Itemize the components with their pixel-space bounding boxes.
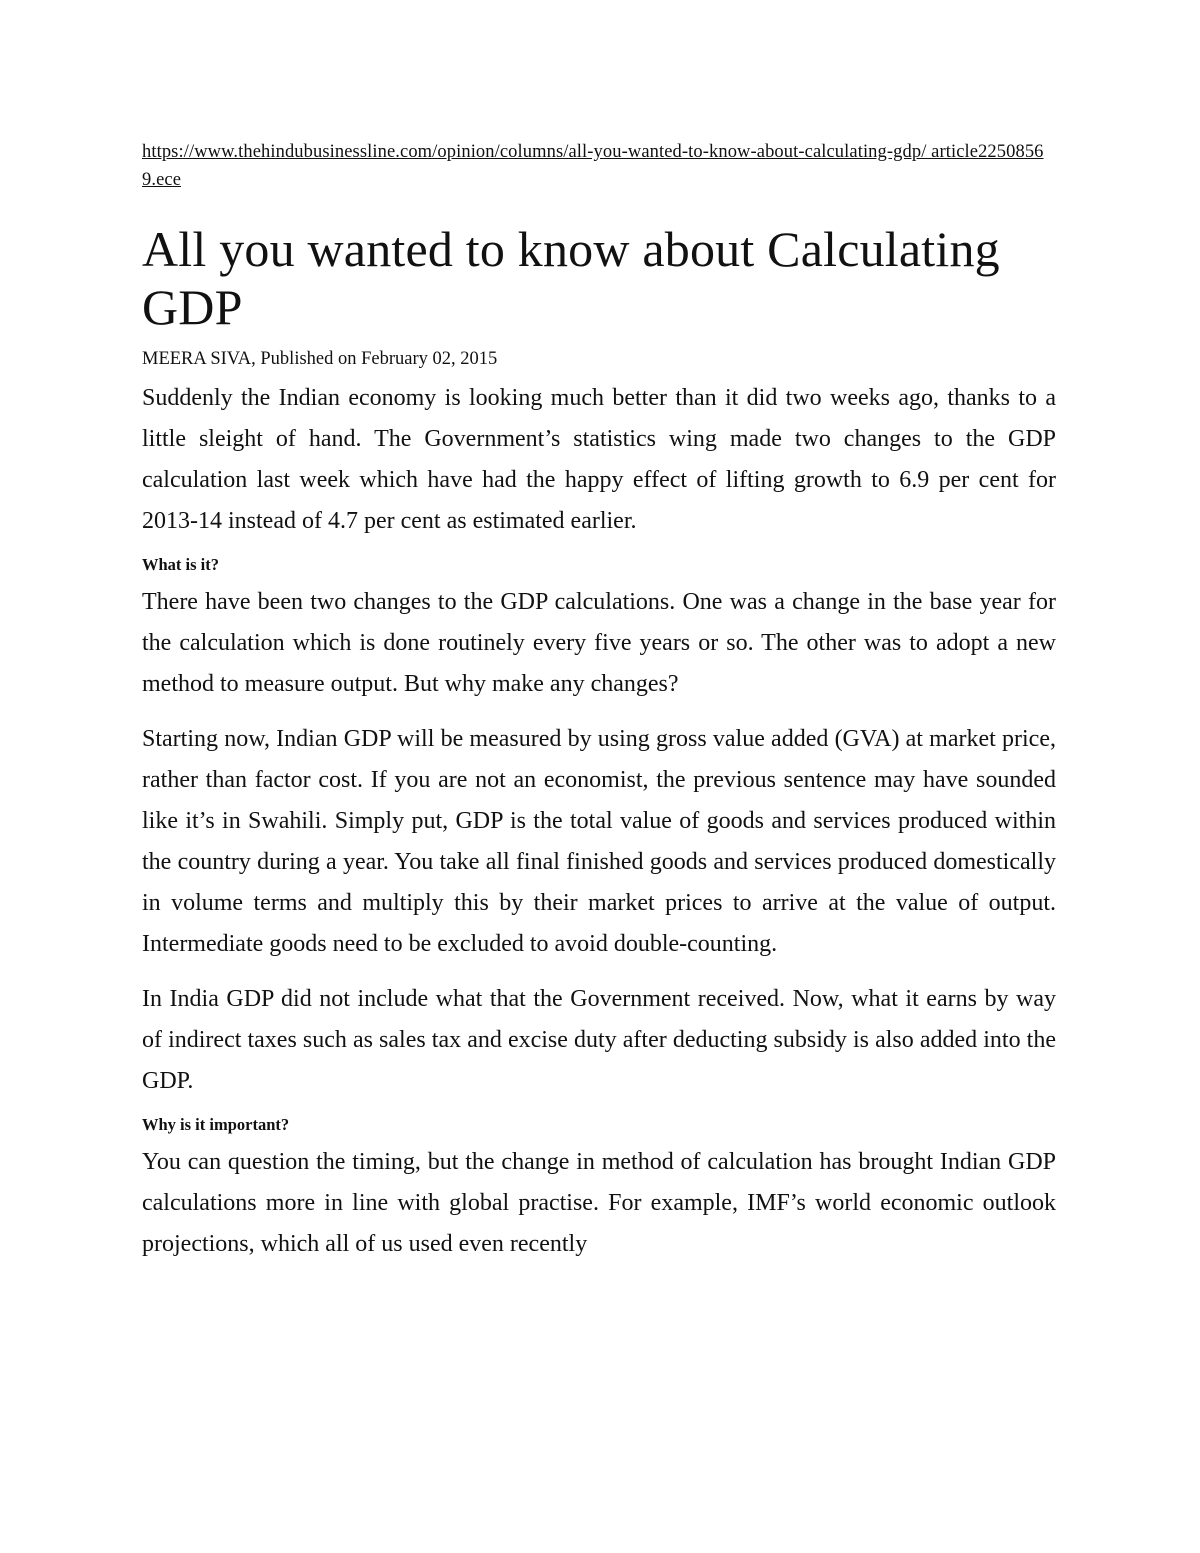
document-page	[142, 138, 1056, 1265]
intro-paragraph: Suddenly the Indian economy is looking much better than it did two weeks ago, thanks to a little sleight of hand. The Government’s statistics wing made two changes to the GDP calculation last week which have had the happy effect of lifting growth to 6.9 per cent for 2013-14 instead of 4.7 per cent as estimated earlier.	[142, 385, 1056, 534]
paragraph: There have been two changes to the GDP calculations. One was a change in the base year for the calculation which is done routinely every five years or so. The other was to adopt a new method to measure output. But why make any changes?	[142, 589, 1056, 697]
section-heading-why-important: Why is it important?	[142, 1115, 290, 1134]
article-title: All you wanted to know about Calculating GDP	[142, 221, 1000, 335]
section-heading-what-is-it: What is it?	[142, 555, 220, 574]
source-url-link[interactable]: https://www.thehindubusinessline.com/opinion/columns/all-you-wanted-to-know-about-calculating-gdp/ article22508569.ece	[142, 142, 1044, 190]
paragraph: In India GDP did not include what that the Government received. Now, what it earns by way of indirect taxes such as sales tax and excise duty after deducting subsidy is also added into the GDP.	[142, 986, 1056, 1094]
author-byline: MEERA SIVA, Published on February 02, 2015	[142, 349, 498, 369]
paragraph: Starting now, Indian GDP will be measured by using gross value added (GVA) at market price, rather than factor cost. If you are not an economist, the previous sentence may have sounded like it’s in Swahili. Simply put, GDP is the total value of goods and services produced within the country during a year. You take all final finished goods and services produced domestically in volume terms and multiply this by their market prices to arrive at the value of output. Intermediate goods need to be excluded to avoid double-counting.	[142, 726, 1056, 957]
paragraph: You can question the timing, but the change in method of calculation has brought Indian GDP calculations more in line with global practise. For example, IMF’s world economic outlook projections, which all of us used even recently	[142, 1149, 1056, 1257]
